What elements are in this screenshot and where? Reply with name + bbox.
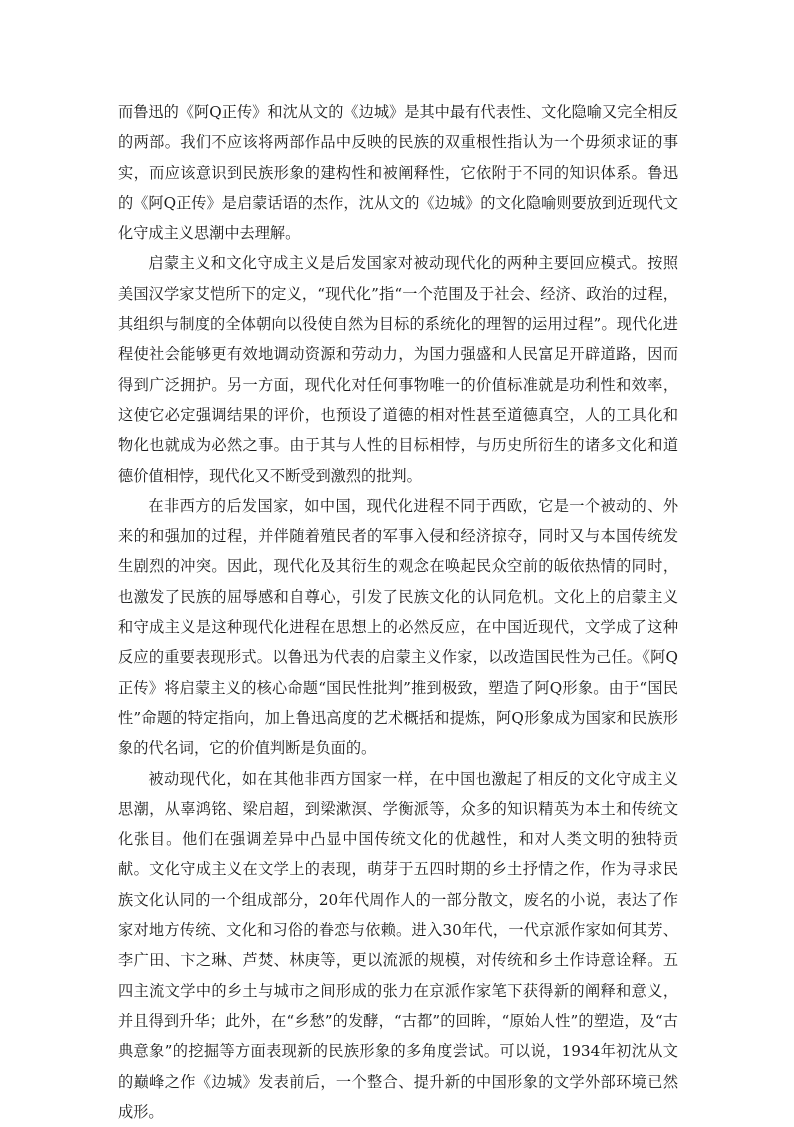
- paragraph-2: 启蒙主义和文化守成主义是后发国家对被动现代化的两种主要回应模式。按照美国汉学家艾恺所下的定义，“现代化”指“一个范围及于社会、经济、政治的过程，其组织与制度的全体朝向以役使自然为目标的系统化的理智的运用过程”。现代化进程使社会能够更有效地调动资源和劳动力，为国力强盛和人民富足开辟道路，因而得到广泛拥护。另一方面，现代化对任何事物唯一的价值标准就是功利性和效率，这使它必定强调结果的评价，也预设了道德的相对性甚至道德真空，人的工具化和物化也就成为必然之事。由于其与人性的目标相悖，与历史所衍生的诸多文化和道德价值相悖，现代化又不断受到激烈的批判。: [118, 254, 678, 485]
- document-body: [118, 97, 678, 1127]
- paragraph-1: 而鲁迅的《阿Q正传》和沈从文的《边城》是其中最有代表性、文化隐喻又完全相反的两部。我们不应该将两部作品中反映的民族的双重根性指认为一个毋须求证的事实，而应该意识到民族形象的建构性和被阐释性，它依附于不同的知识体系。鲁迅的《阿Q正传》是启蒙话语的杰作，沈从文的《边城》的文化隐喻则要放到近现代文化守成主义思潮中去理解。: [118, 103, 678, 243]
- paragraph-4: 被动现代化，如在其他非西方国家一样，在中国也激起了相反的文化守成主义思潮，从辜鸿铭、梁启超，到梁漱溟、学衡派等，众多的知识精英为本土和传统文化张目。他们在强调差异中凸显中国传统文化的优越性，和对人类文明的独特贡献。文化守成主义在文学上的表现，萌芽于五四时期的乡土抒情之作，作为寻求民族文化认同的一个组成部分，20年代周作人的一部分散文，废名的小说，表达了作家对地方传统、文化和习俗的眷恋与依赖。进入30年代，一代京派作家如何其芳、李广田、卞之琳、芦焚、林庚等，更以流派的规模，对传统和乡土作诗意诠释。五四主流文学中的乡土与城市之间形成的张力在京派作家笔下获得新的阐释和意义，并且得到升华；此外，在“乡愁”的发酵，“古都”的回眸，“原始人性”的塑造，及“古典意象”的挖掘等方面表现新的民族形象的多角度尝试。可以说，1934年初沈从文的巅峰之作《边城》发表前后，一个整合、提升新的中国形象的文学外部环境已然成形。: [118, 769, 678, 1121]
- paragraph-3: 在非西方的后发国家，如中国，现代化进程不同于西欧，它是一个被动的、外来的和强加的过程，并伴随着殖民者的军事入侵和经济掠夺，同时又与本国传统发生剧烈的冲突。因此，现代化及其衍生的观念在唤起民众空前的皈依热情的同时，也激发了民族的屈辱感和自尊心，引发了民族文化的认同危机。文化上的启蒙主义和守成主义是这种现代化进程在思想上的必然反应，在中国近现代，文学成了这种反应的重要表现形式。以鲁迅为代表的启蒙主义作家，以改造国民性为己任。《阿Q正传》将启蒙主义的核心命题“国民性批判”推到极致，塑造了阿Q形象。由于“国民性”命题的特定指向，加上鲁迅高度的艺术概括和提炼，阿Q形象成为国家和民族形象的代名词，它的价值判断是负面的。: [118, 496, 678, 758]
